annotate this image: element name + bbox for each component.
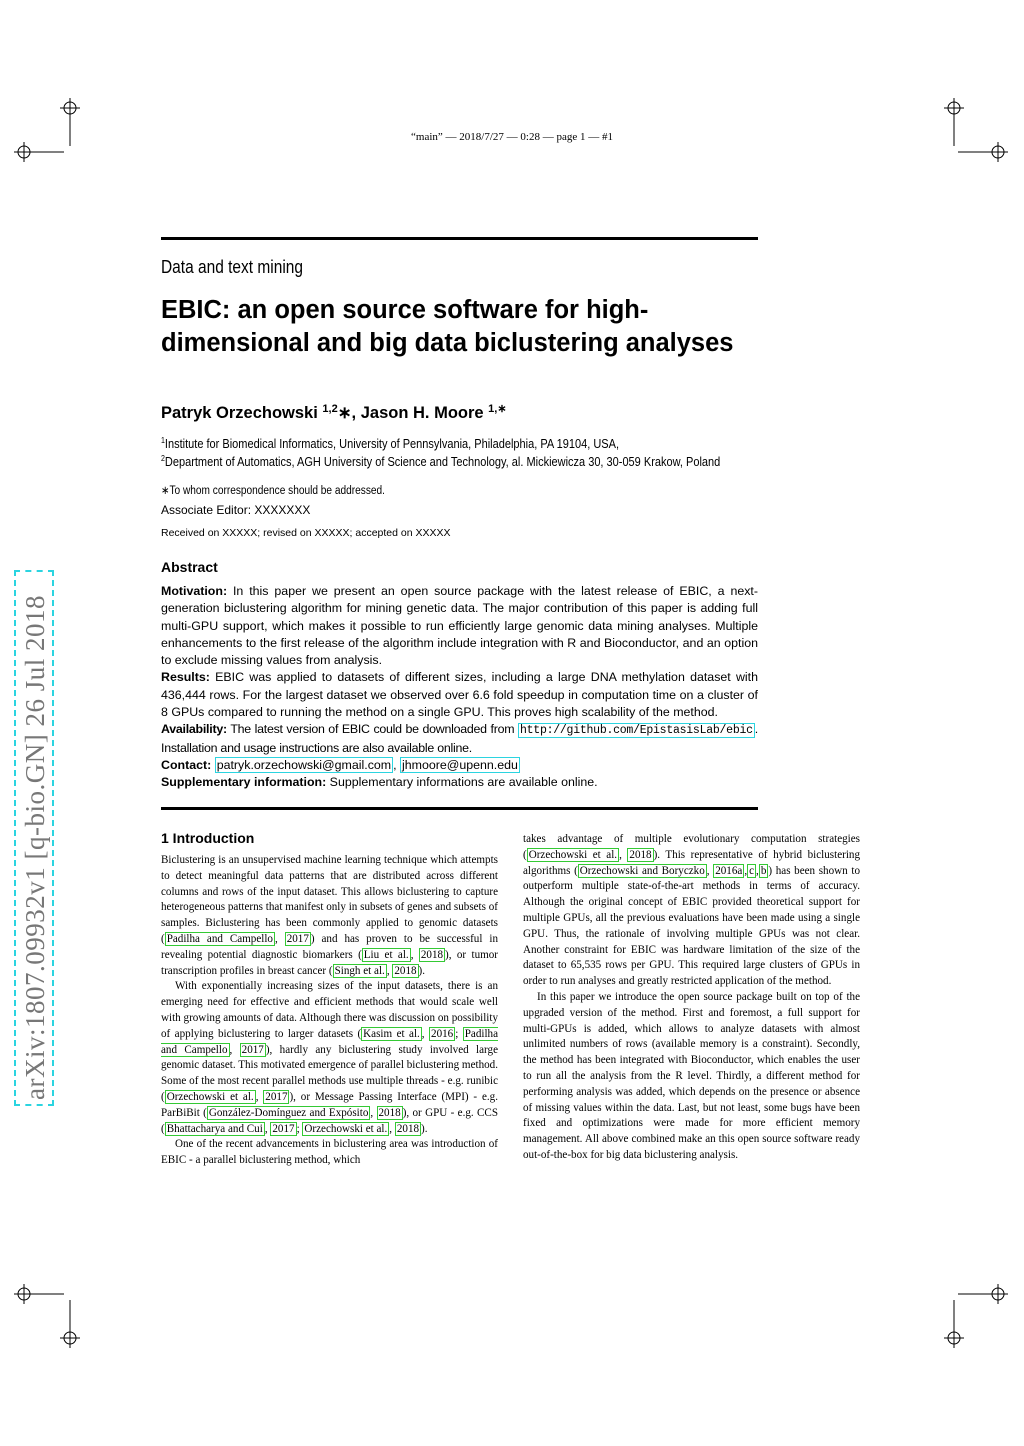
intro-paragraph-3-cont: takes advantage of multiple evolutionary computation strategies ( Orzechowski et al. , 2018 ). This representative of hybrid biclustering algorithms ( Orzechowski and Boryczko , 2016a , c , b ) has been shown to outperform multiple state-of-the-art methods in terms of accuracy. Although the original concept of EBIC provided theoretical support for multiple GPUs, all the previous evaluations have been made using a single GPU. Thus, the rationale of involving multiple GPUs was not clear. Another constraint for EBIC was hardware limitation of the size of the dataset to 65,535 rows per GPU. This required large clusters of GPUs in order to run analyses and greatly restricted application of the method. [523,833,860,988]
citation-link[interactable]: González-Domínguez and Expósito [208,1106,369,1119]
author-corresponding-marker: ∗ [337,404,352,422]
crop-mark-bottom-left [60,1300,80,1350]
affiliation-text: Department of Automatics, AGH University of Science and Technology, al. Mickiewicza 30, 30-059 Krakow, Poland [164,455,721,469]
paragraph-text: takes advantage of multiple evolutionary computation strategies ( [523,833,860,861]
column-left [161,853,498,1169]
affiliation-1 [161,436,619,451]
paragraph-text: ), or Message Passing Interface (MPI) - e.g. ParBiBit ( [161,1090,498,1119]
abstract-results [161,669,758,721]
abstract-bottom-rule [161,807,758,810]
citation-link[interactable]: Orzechowski and Boryczko [579,864,705,877]
results-label: Results: [161,670,210,685]
intro-paragraph-3: One of the recent advancements in biclustering area was introduction of EBIC - a parallel biclustering method, which [161,1138,498,1167]
affiliation-text: Institute for Biomedical Informatics, University of Pennsylvania, Philadelphia, PA 19104, USA, [164,437,619,451]
paragraph-text: ), or tumor transcription profiles in breast cancer ( [161,948,498,977]
abstract-motivation [161,583,758,669]
column-right [523,832,860,1164]
availability-text-post: . Installation and usage instructions are also available online. [161,722,758,755]
citation-link[interactable]: Bhattacharya and Cui [166,1122,263,1135]
section-heading-introduction: 1 Introduction [161,830,255,846]
citation-link[interactable]: Orzechowski et al. [528,848,618,861]
citation-year-link[interactable]: b [760,864,767,877]
author-list [161,402,507,423]
abstract-heading: Abstract [161,559,218,575]
paragraph-text: ), hardly any biclustering study involved large genomic dataset. This motivated emergence of parallel biclustering method. Some of the most recent parallel methods use multiple threads - e.g. runibic ( [161,1043,499,1103]
citation-year-link[interactable]: 2017 [241,1043,264,1056]
citation-year-link[interactable]: 2016 [431,1027,454,1040]
citation-year-link[interactable]: 2017 [272,1122,295,1135]
correspondence-note: ∗To whom correspondence should be addressed. [161,485,385,497]
citation-link[interactable]: Liu et al. [363,948,409,961]
citation-year-link[interactable]: 2016a [715,864,743,877]
citation-year-link[interactable]: 2018 [396,1122,420,1135]
paragraph-text: ) and has proven to be successful in revealing potential diagnostic biomarkers ( [161,932,498,961]
abstract-availability [161,721,758,757]
paragraph-text: ), or GPU - e.g. CCS ( [161,1106,498,1135]
affiliation-number: 2 [161,454,165,463]
results-text: EBIC was applied to datasets of different sizes, including a large DNA methylation dataset with 436,444 rows. For the largest dataset we observed over 6.6 fold speedup in computation time on a cluster of 8 GPUs compared to running the method on a single GPU. This proves high scalability of the method. [161,670,758,720]
supplementary-label: Supplementary information: [161,775,327,790]
citation-link[interactable]: Padilha and Campello [166,932,273,945]
citation-year-link[interactable]: c [749,864,755,877]
contact-separator: , [393,757,400,772]
author-affiliation-marker: 1,2 [322,403,338,415]
paragraph-text: ). [418,964,426,977]
crop-mark-bottom-right [944,1300,964,1350]
citation-year-link[interactable]: 2018 [420,948,444,961]
github-link[interactable]: http://github.com/EpistasisLab/ebic [520,724,753,738]
paragraph-text: ) has been shown to outperform multiple state-of-the-art methods in terms of accuracy. Although the original concept of EBIC provided theoretical support for multiple GPUs, all the previous evaluations have been made using a single GPU. Thus, the rationale of involving multiple GPUs was not clear. Another constraint for EBIC was hardware limitation of the size of the dataset to 65,535 rows per GPU. This required large clusters of GPUs in order to run analyses and greatly restricted application of the method. [523,864,860,988]
crop-mark-left-bottom [14,1284,66,1304]
citation-year-link[interactable]: 2018 [378,1106,401,1119]
received-dates: Received on XXXXX; revised on XXXXX; accepted on XXXXX [161,527,451,539]
abstract-supplementary [161,774,758,791]
motivation-label: Motivation: [161,584,228,598]
citation-link[interactable]: Singh et al. [334,964,385,977]
top-rule [161,237,758,240]
availability-label: Availability: [161,722,227,737]
crop-mark-left-top [14,142,66,162]
abstract-body [161,583,758,792]
citation-link[interactable]: Orzechowski et al. [304,1122,388,1135]
intro-paragraph-1: Biclustering is an unsupervised machine learning technique which attempts to detect meaningful data patterns that are distributed across different columns and rows of the input dataset. This allows biclustering to capture heterogeneous patterns that manifest only in subsets of genes and subsets of samples. Biclustering has been commonly applied to genomic datasets ( Padilha and Campello , 2017 ) and has proven to be successful in revealing potential diagnostic biomarkers ( Liu et al. , 2018 ), or tumor transcription profiles in breast cancer ( Singh et al. , 2018 ). [161,854,498,977]
citation-link[interactable]: Kasim et al. [363,1027,420,1040]
author-name: Patryk Orzechowski [161,404,318,422]
email-link-orzechowski[interactable]: patryk.orzechowski@gmail.com [216,757,392,772]
citation-year-link[interactable]: 2018 [394,964,417,977]
citation-year-link[interactable]: 2018 [629,848,652,861]
citation-year-link[interactable]: 2017 [265,1090,288,1103]
paragraph-text: Biclustering is an unsupervised machine learning technique which attempts to detect meaningful data patterns that are distributed across different columns and rows of the input dataset. This allows biclustering to capture heterogeneous patterns that manifest only in subsets of genes and subsets of samples. Biclustering has been commonly applied to genomic datasets ( [161,854,498,945]
affiliation-2 [161,454,720,469]
intro-paragraph-2: With exponentially increasing sizes of the input datasets, there is an emerging need for effective and efficient methods that would scale well with growing amounts of data. Although there was discussion on possibility of applying biclustering to larger datasets ( Kasim et al. , 2016 ; Padilha and Campello , 2017 ), hardly any biclustering study involved large genomic dataset. This motivated emergence of parallel biclustering method. Some of the most recent parallel methods use multiple threads - e.g. runibic ( Orzechowski et al. , 2017 ), or Message Passing Interface (MPI) - e.g. ParBiBit ( González-Domínguez and Expósito , 2018 ), or GPU - e.g. CCS ( Bhattacharya and Cui , 2017 ; Orzechowski et al. , 2018 ). [161,980,499,1135]
associate-editor: Associate Editor: XXXXXXX [161,503,311,517]
paragraph-text: ). This representative of hybrid biclustering algorithms ( [523,848,860,877]
email-link-moore[interactable]: jhmoore@upenn.edu [402,757,518,772]
category-label: Data and text mining [161,257,303,277]
crop-mark-right-bottom [958,1284,1010,1304]
intro-paragraph-4: In this paper we introduce the open source package built on top of the upgraded version of the method. First and foremost, a full support for multi-GPUs is added, which allows to analyze datasets with almost unlimited numbers of rows (available memory is a constraint). Secondly, the method has been integrated with Bioconductor, which enables the user to run all the analysis from the R level. Thirdly, a different method for performing analysis was added, which depends on the presence or absence of missing values within the data. Last, but not least, some bugs have been fixed and optimizations were made for more efficient memory management. All above combined make an this open source software ready out-of-the-box for big data biclustering analysis. [523,990,860,1161]
citation-link[interactable]: Orzechowski et al. [166,1090,254,1103]
running-header: “main” — 2018/7/27 — 0:28 — page 1 — #1 [411,131,613,143]
arxiv-identifier[interactable]: arXiv:1807.09932v1 [q-bio.GN] 26 Jul 2018 [20,595,50,1100]
author-separator: , [351,404,361,422]
paragraph-text: With exponentially increasing sizes of the input datasets, there is an emerging need for effective and efficient methods that would scale well with growing amounts of data. Although there was discussion on possibility of applying biclustering to larger datasets ( [161,980,498,1040]
affiliation-number: 1 [161,436,165,445]
availability-text: The latest version of EBIC could be downloaded from [226,722,518,737]
supplementary-text: Supplementary informations are available online. [326,775,598,790]
crop-mark-right-top [958,142,1010,162]
citation-year-link[interactable]: 2017 [286,932,309,945]
author-name: Jason H. Moore [360,404,484,422]
contact-label: Contact: [161,757,212,772]
motivation-text: In this paper we present an open source package with the latest release of EBIC, a next-generation biclustering algorithm for mining genetic data. The major contribution of this paper is adding full multi-GPU support, which makes it possible to run efficiently large genomic data mining analyses. Multiple enhancements to the first release of the algorithm include integration with R and Bioconductor, and an option to exclude missing values from analysis. [161,584,758,668]
author-affiliation-marker: 1,∗ [488,403,507,415]
citation-link[interactable]: Padilha and Campello [161,1027,499,1056]
abstract-contact [161,757,758,774]
paragraph-text: ). [421,1122,428,1135]
paper-title: EBIC: an open source software for high-dimensional and big data biclustering analyses [161,296,734,357]
